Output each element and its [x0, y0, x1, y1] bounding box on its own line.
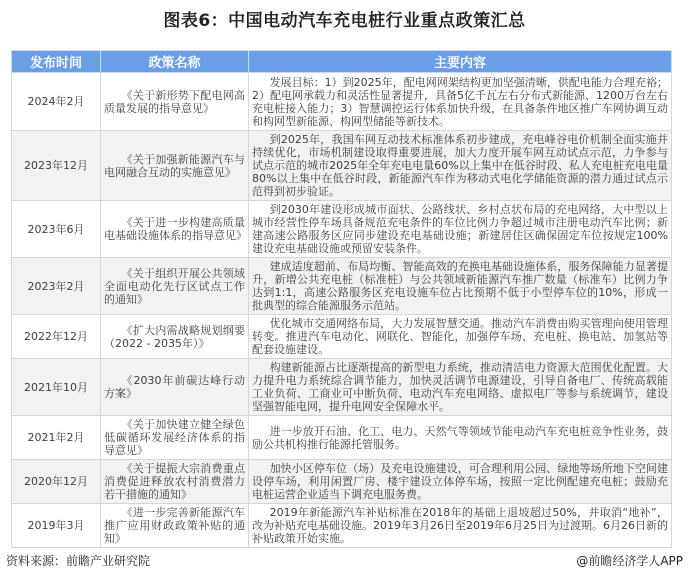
table-row [12, 258, 672, 315]
table-row [12, 359, 672, 416]
table-row [12, 131, 672, 201]
row-content: 进一步放开石油、化工、电力、天然气等领域节能电动汽车充电桩竞争性业务，鼓励公共机构推行能源托管服务。 [249, 416, 672, 460]
row-policy-name: 《关于新形势下配电网高质量发展的指导意见》 [101, 73, 249, 131]
table-header-row [12, 51, 672, 73]
table-row [12, 201, 672, 258]
row-policy-name: 《关于提振大宗消费重点消费促进释放农村消费潜力若干措施的通知》 [101, 460, 249, 504]
row-policy-name: 《关于加快建立健全绿色低碳循环发展经济体系的指导意见》 [101, 416, 249, 460]
header-date: 发布时间 [12, 51, 101, 73]
policy-table [11, 50, 672, 548]
row-date: 2023年2月 [12, 258, 101, 315]
row-content: 到2025年，我国车网互动技术标准体系初步建成，充电峰谷电价机制全面实施并持续优化，市场机制建设取得重要进展，加大力度开展车网互动试点示范，力争参与试点示范的城市2025年全年充电电量60%以上集中在低谷时段、私人充电桩充电电量80%以上集中在低谷时段，新能源汽车作为移动式电化学储能资源的潜力通过试点示范得到初步验证。 [249, 131, 672, 201]
credit-note: @前瞻经济学人APP [576, 554, 683, 568]
figure-title: 图表6：中国电动汽车充电桩行业重点政策汇总 [163, 11, 526, 31]
table-row [12, 315, 672, 359]
row-content: 发展目标：1）到2025年，配电网网架结构更加坚强清晰，供配电能力合理充裕；2）配电网承载力和灵活性显著提升，具备5亿千瓦左右分布式新能源、1200万台左右充电桩接入能力；3）智慧调控运行体系加快升级，在具备条件地区推广车网协调互动和构网型新能源、构网型储能等新技术。 [249, 73, 672, 131]
row-policy-name: 《进一步完善新能源汽车推广应用财政政策补贴的通知》 [101, 504, 249, 548]
row-content: 建成适度超前、布局均衡、智能高效的充换电基础设施体系，服务保障能力显著提升，新增公共充电桩（标准桩）与公共领域新能源汽车推广数量（标准车）比例力争达到1:1，高速公路服务区充电设施车位占比预期不低于小型停车位的10%，形成一批典型的综合能源服务示范站。 [249, 258, 672, 315]
row-date: 2023年6月 [12, 201, 101, 258]
row-date: 2023年12月 [12, 131, 101, 201]
row-policy-name: 《关于进一步构建高质量电基础设施体系的指导意见》 [101, 201, 249, 258]
source-note: 资料来源：前瞻产业研究院 [6, 554, 151, 568]
row-policy-name: 《关于组织开展公共领域全面电动化先行区试点工作的通知》 [101, 258, 249, 315]
row-date: 2021年2月 [12, 416, 101, 460]
header-content: 主要内容 [249, 51, 672, 73]
row-content: 2019年新能源汽车补贴标准在2018年的基础上退坡超过50%，并取消“地补”，改为补贴充电基础设施。2019年3月26日至2019年6月25日为过渡期。6月26日新的补贴政策开始实施。 [249, 504, 672, 548]
table-row [12, 460, 672, 504]
row-policy-name: 《2030年前碳达峰行动方案》 [101, 359, 249, 416]
row-content: 加快小区停车位（场）及充电设施建设，可合理利用公园、绿地等场所地下空间建设停车场，利用闲置厂房、楼宇建设立体停车场，按照一定比例配建充电桩；鼓励充电桩运营企业适当下调充电服务费。 [249, 460, 672, 504]
row-content: 优化城市交通网络布局，大力发展智慧交通。推动汽车消费由购买管理向使用管理转变。推进汽车电动化、网联化、智能化，加强停车场、充电桩、换电站、加氢站等配套设施建设。 [249, 315, 672, 359]
row-content: 构建新能源占比逐渐提高的新型电力系统，推动清洁电力资源大范围优化配置。大力提升电力系统综合调节能力，加快灵活调节电源建设，引导自备电厂、传统高载能工业负荷、工商业可中断负荷、电动汽车充电网络、虚拟电厂等参与系统调节，建设坚强智能电网，提升电网安全保障水平。 [249, 359, 672, 416]
row-date: 2019年3月 [12, 504, 101, 548]
row-policy-name: 《扩大内需战略规划纲要（2022 - 2035年）》 [101, 315, 249, 359]
row-date: 2022年12月 [12, 315, 101, 359]
row-date: 2024年2月 [12, 73, 101, 131]
row-date: 2021年10月 [12, 359, 101, 416]
row-policy-name: 《关于加强新能源汽车与电网融合互动的实施意见》 [101, 131, 249, 201]
table-row [12, 504, 672, 548]
row-date: 2020年12月 [12, 460, 101, 504]
table-row [12, 416, 672, 460]
row-content: 到2030年建设形成城市面状、公路线状、乡村点状布局的充电网络，大中型以上城市经营性停车场具备规范充电条件的车位比例力争超过城市注册电动汽车比例；新建高速公路服务区应同步建设充电基础设施；新建居住区确保固定车位按规定100%建设充电基础设施或预留安装条件。 [249, 201, 672, 258]
header-policy-name: 政策名称 [101, 51, 249, 73]
table-row [12, 73, 672, 131]
